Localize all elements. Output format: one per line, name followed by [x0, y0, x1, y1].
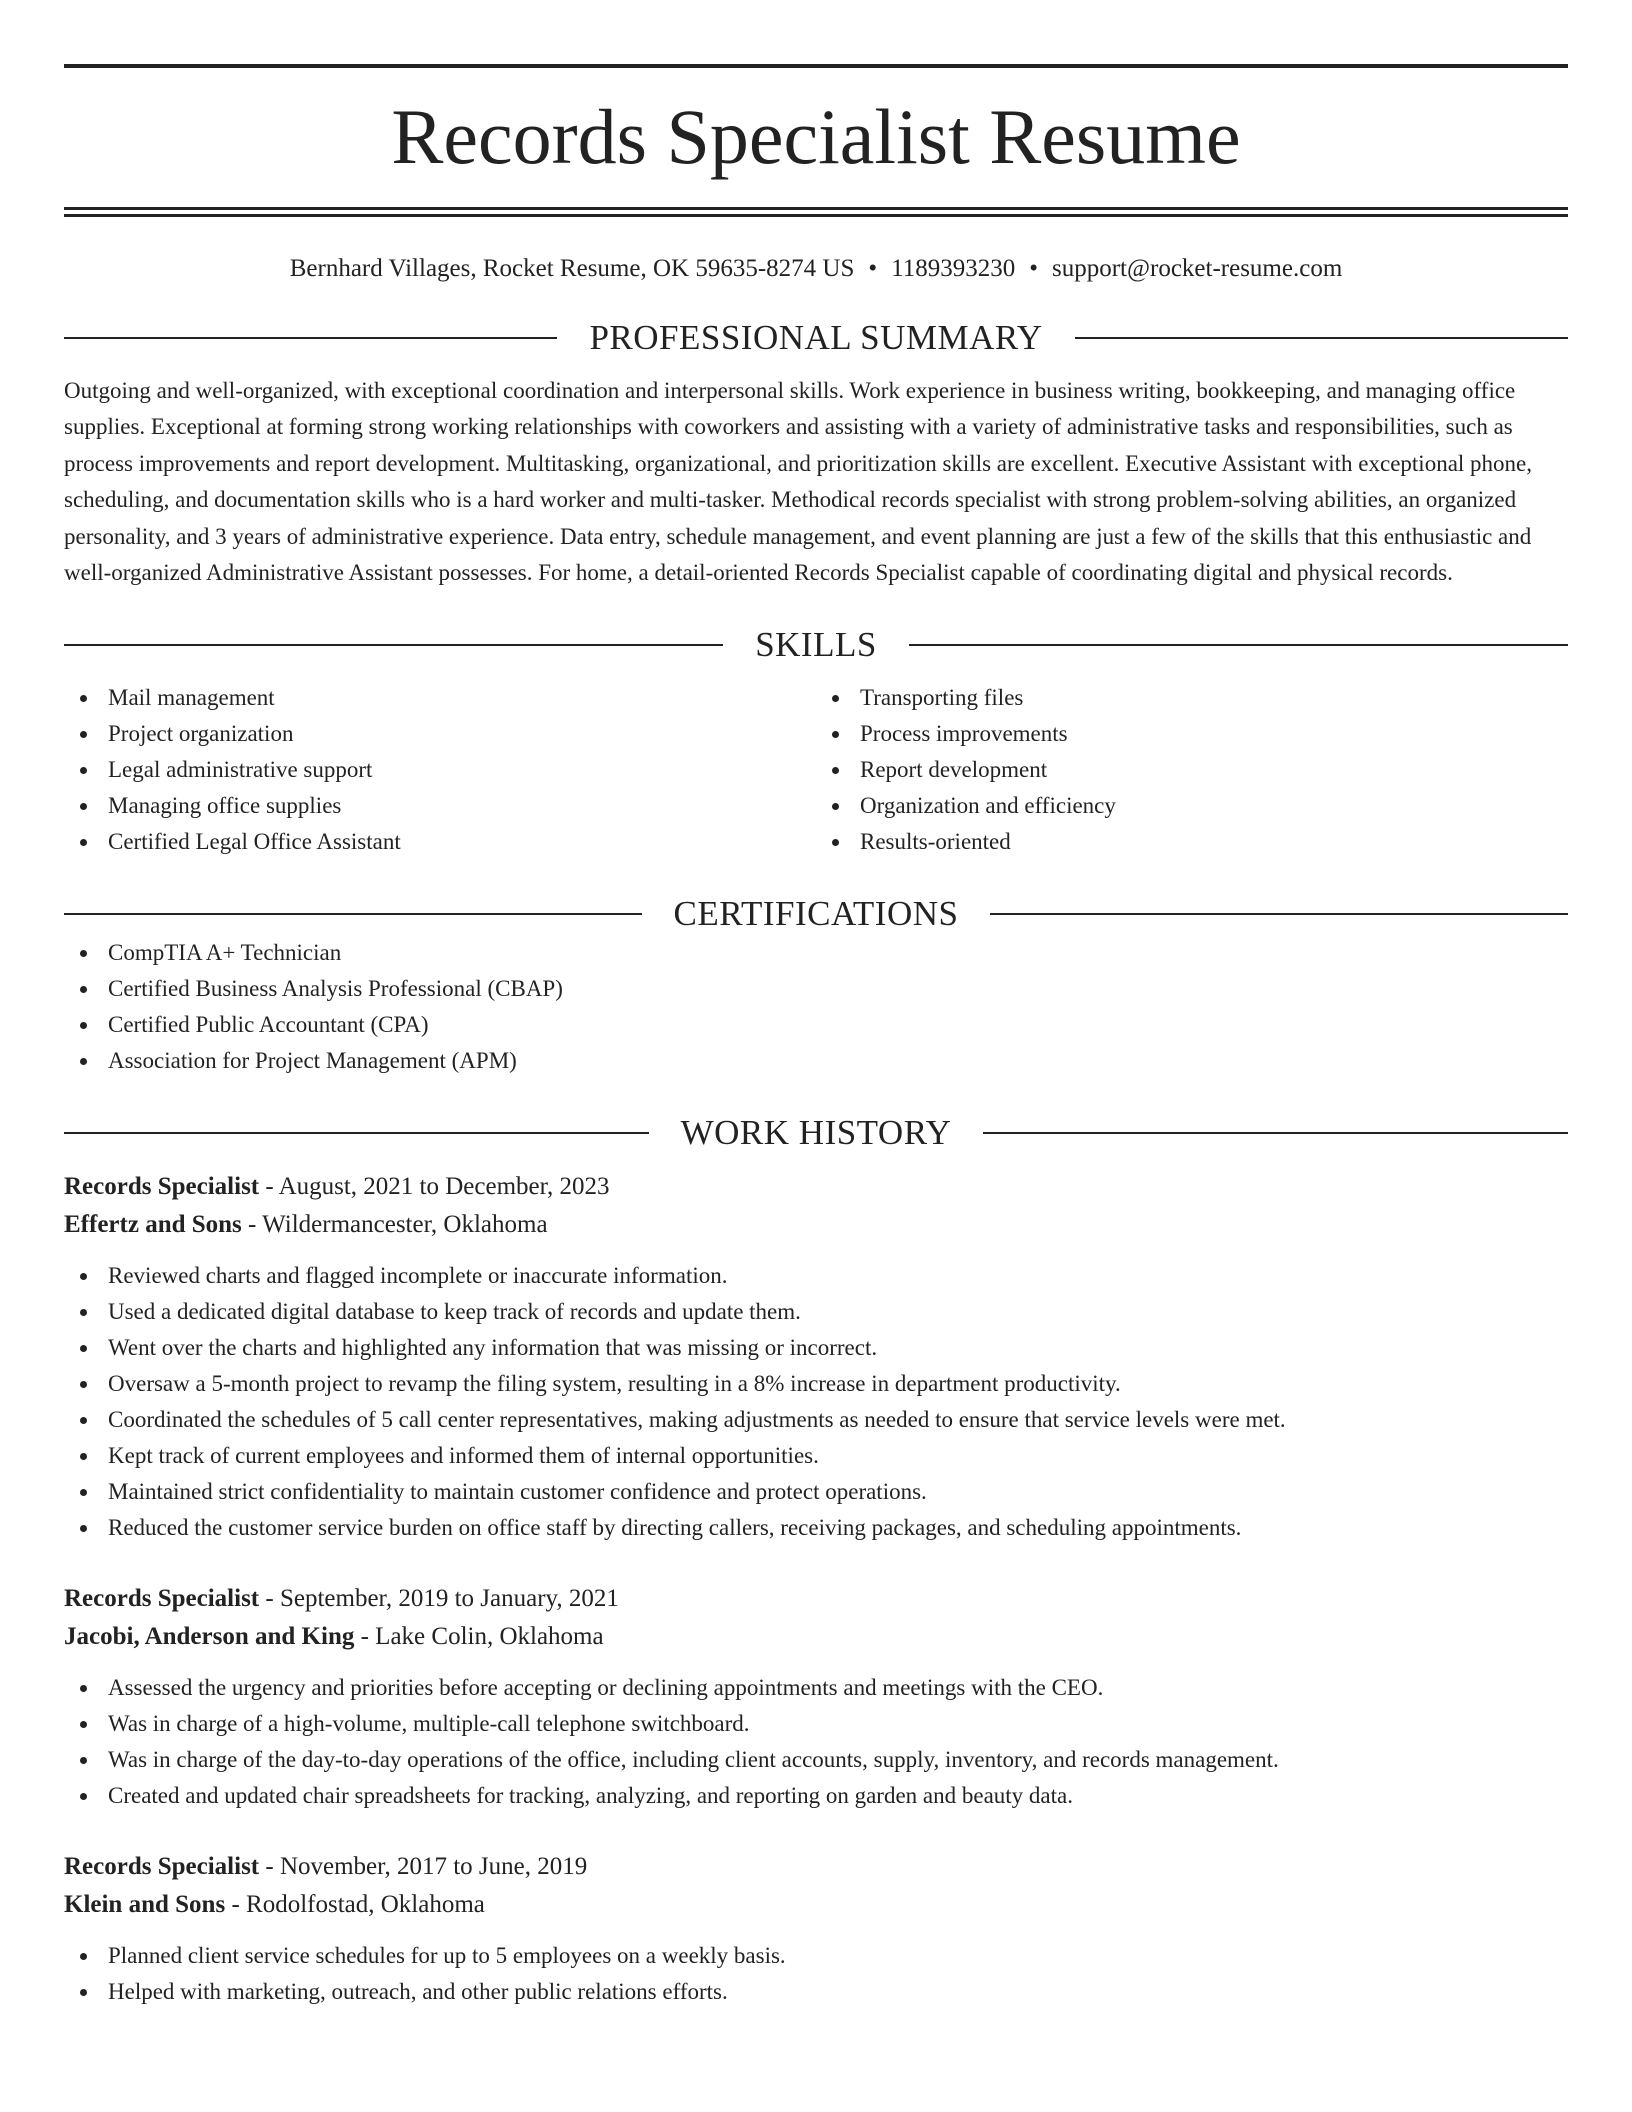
- skill-item: Process improvements: [816, 716, 1568, 752]
- skill-item: Mail management: [64, 680, 816, 716]
- title-double-rule: [64, 207, 1568, 217]
- job-title-line: [64, 1580, 1568, 1618]
- job-location: - Lake Colin, Oklahoma: [354, 1623, 604, 1651]
- job-company-line: [64, 1206, 1568, 1244]
- skills-list-left: [64, 680, 816, 860]
- skill-item: Legal administrative support: [64, 752, 816, 788]
- section-title-certifications: CERTIFICATIONS: [673, 894, 959, 934]
- skill-item: Managing office supplies: [64, 788, 816, 824]
- section-rule-left: [64, 913, 642, 915]
- certifications-list: [64, 935, 1568, 1079]
- job-dates: - September, 2019 to January, 2021: [259, 1585, 619, 1613]
- contact-line: [64, 254, 1568, 284]
- job-duty: Reduced the customer service burden on office staff by directing callers, receiving packages, and scheduling appointments.: [64, 1510, 1568, 1546]
- section-title-summary: PROFESSIONAL SUMMARY: [589, 318, 1043, 357]
- skill-item: Results-oriented: [816, 824, 1568, 860]
- job-entry: [64, 1168, 1568, 1546]
- contact-phone: 1189393230: [891, 255, 1016, 282]
- skill-item: Transporting files: [816, 680, 1568, 716]
- certification-item: Association for Project Management (APM): [64, 1043, 1568, 1079]
- summary-paragraph: Outgoing and well-organized, with exceptional coordination and interpersonal skills. Work experience in business writing, bookkeeping, and managing office supplies. Exceptional at forming strong working relationships with coworkers and assisting with a variety of administrative tasks and responsibilities, such as process improvements and report development. Multitasking, organizational, and prioritization skills are excellent. Executive Assistant with exceptional phone, scheduling, and documentation skills who is a hard worker and multi-tasker. Methodical records specialist with strong problem-solving abilities, an organized personality, and 3 years of administrative experience. Data entry, schedule management, and event planning are just a few of the skills that this enthusiastic and well-organized Administrative Assistant possesses. For home, a detail-oriented Records Specialist capable of coordinating digital and physical records.: [64, 378, 1533, 586]
- section-heading-skills: [64, 624, 1568, 666]
- job-company: Effertz and Sons: [64, 1211, 242, 1239]
- job-duty: Oversaw a 5-month project to revamp the filing system, resulting in a 8% increase in department productivity.: [64, 1366, 1568, 1402]
- job-location: - Rodolfostad, Oklahoma: [225, 1891, 485, 1919]
- section-heading-work-history: [64, 1112, 1568, 1154]
- job-duty: Used a dedicated digital database to keep track of records and update them.: [64, 1294, 1568, 1330]
- certification-item: Certified Public Accountant (CPA): [64, 1007, 1568, 1043]
- job-duties-list: [64, 1938, 1568, 2010]
- section-rule-right: [990, 913, 1568, 915]
- job-duties-list: [64, 1670, 1568, 1814]
- job-entry: [64, 1848, 1568, 2010]
- resume-content: [64, 64, 1568, 2010]
- section-heading-certifications: [64, 893, 1568, 935]
- job-entry: [64, 1580, 1568, 1814]
- certification-item: CompTIA A+ Technician: [64, 935, 1568, 971]
- job-duty: Created and updated chair spreadsheets for tracking, analyzing, and reporting on garden and beauty data.: [64, 1778, 1568, 1814]
- job-dates: - November, 2017 to June, 2019: [259, 1853, 588, 1881]
- job-dates: - August, 2021 to December, 2023: [259, 1173, 610, 1201]
- job-duty: Assessed the urgency and priorities before accepting or declining appointments and meetings with the CEO.: [64, 1670, 1568, 1706]
- section-rule-right: [1075, 337, 1568, 339]
- job-location: - Wildermancester, Oklahoma: [241, 1211, 548, 1239]
- job-title: Records Specialist: [64, 1853, 260, 1881]
- contact-separator: •: [1029, 255, 1038, 282]
- job-duty: Coordinated the schedules of 5 call center representatives, making adjustments as needed to ensure that service levels were met.: [64, 1402, 1568, 1438]
- top-rule: [64, 64, 1568, 68]
- job-title: Records Specialist: [64, 1585, 260, 1613]
- job-duty: Helped with marketing, outreach, and other public relations efforts.: [64, 1974, 1568, 2010]
- skill-item: Organization and efficiency: [816, 788, 1568, 824]
- section-heading-summary: [64, 317, 1568, 359]
- contact-email: support@rocket-resume.com: [1051, 255, 1343, 282]
- section-rule-left: [64, 1132, 649, 1134]
- job-duty: Planned client service schedules for up to 5 employees on a weekly basis.: [64, 1938, 1568, 1974]
- job-title-line: [64, 1848, 1568, 1886]
- section-rule-left: [64, 644, 723, 646]
- job-title: Records Specialist: [64, 1173, 260, 1201]
- job-company: Jacobi, Anderson and King: [64, 1623, 355, 1651]
- job-duty: Maintained strict confidentiality to maintain customer confidence and protect operations.: [64, 1474, 1568, 1510]
- page-title: Records Specialist Resume: [391, 93, 1241, 180]
- skills-grid: [64, 680, 1568, 860]
- section-rule-left: [64, 337, 557, 339]
- skill-item: Certified Legal Office Assistant: [64, 824, 816, 860]
- contact-address: Bernhard Villages, Rocket Resume, OK 59635-8274 US: [289, 255, 855, 282]
- skill-item: Project organization: [64, 716, 816, 752]
- certification-item: Certified Business Analysis Professional (CBAP): [64, 971, 1568, 1007]
- skills-list-right: [816, 680, 1568, 860]
- job-company: Klein and Sons: [64, 1891, 226, 1919]
- section-title-work-history: WORK HISTORY: [680, 1113, 952, 1153]
- job-duty: Reviewed charts and flagged incomplete or inaccurate information.: [64, 1258, 1568, 1294]
- job-duty: Kept track of current employees and informed them of internal opportunities.: [64, 1438, 1568, 1474]
- job-duty: Went over the charts and highlighted any information that was missing or incorrect.: [64, 1330, 1568, 1366]
- job-duty: Was in charge of a high-volume, multiple-call telephone switchboard.: [64, 1706, 1568, 1742]
- section-title-skills: SKILLS: [755, 625, 877, 665]
- job-title-line: [64, 1168, 1568, 1206]
- section-rule-right: [983, 1132, 1568, 1134]
- contact-separator: •: [868, 255, 878, 282]
- section-rule-right: [909, 644, 1568, 646]
- job-company-line: [64, 1886, 1568, 1924]
- job-duties-list: [64, 1258, 1568, 1546]
- job-duty: Was in charge of the day-to-day operations of the office, including client accounts, supply, inventory, and records management.: [64, 1742, 1568, 1778]
- skill-item: Report development: [816, 752, 1568, 788]
- job-company-line: [64, 1618, 1568, 1656]
